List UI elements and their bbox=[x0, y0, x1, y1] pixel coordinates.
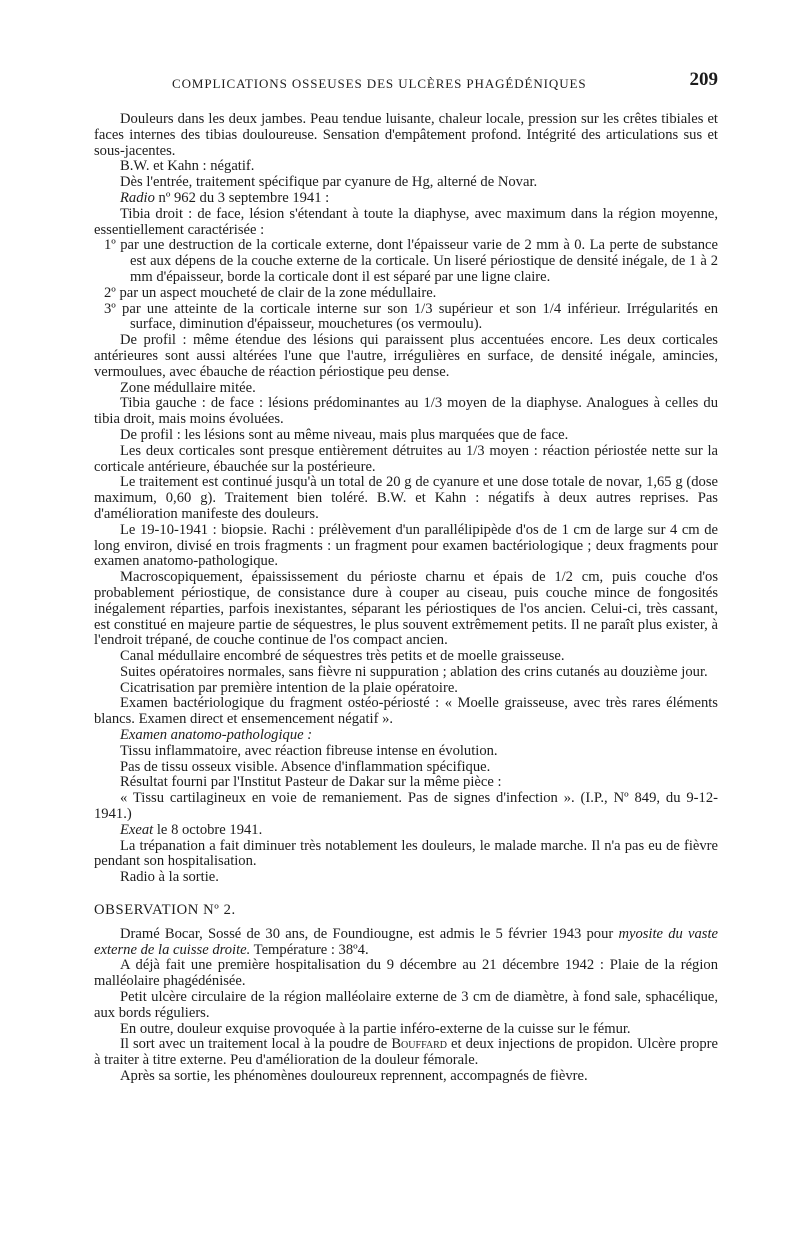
paragraph: Le traitement est continué jusqu'à un total de 20 g de cyanure et une dose totale de novar, 1,65 g (dose maximum, 0,60 g). Traitement bien toléré. B.W. et Kahn : négatifs à deux autres reprises. Pas d'amélioration manifeste des douleurs. bbox=[94, 474, 718, 522]
text-span: Dramé Bocar, Sossé de 30 ans, de Foundiougne, est admis le 5 février 1943 pour bbox=[120, 925, 619, 942]
paragraph: Après sa sortie, les phénomènes douloureux reprennent, accompagnés de fièvre. bbox=[120, 1068, 588, 1085]
exeat-date: le 8 octobre 1941. bbox=[153, 821, 263, 838]
paragraph: Dès l'entrée, traitement spécifique par cyanure de Hg, alterné de Novar. bbox=[120, 174, 538, 191]
page-header bbox=[120, 69, 718, 96]
paragraph: « Tissu cartilagineux en voie de remaniement. Pas de signes d'infection ». (I.P., Nº 849, du 9-12-1941.) bbox=[94, 790, 718, 823]
paragraph: Pas de tissu osseux visible. Absence d'inflammation spécifique. bbox=[120, 758, 491, 775]
paragraph: A déjà fait une première hospitalisation du 9 décembre au 21 décembre 1942 : Plaie de la région malléolaire phagédénisée. bbox=[94, 957, 718, 990]
paragraph: Tibia gauche : de face : lésions prédominantes au 1/3 moyen de la diaphyse. Analogues à celles du tibia droit, mais moins évoluées. bbox=[94, 395, 718, 428]
anatomo-heading: Examen anatomo-pathologique : bbox=[120, 727, 313, 744]
paragraph: En outre, douleur exquise provoquée à la partie inféro-externe de la cuisse sur le fémur. bbox=[120, 1020, 631, 1037]
paragraph bbox=[94, 1037, 718, 1069]
paragraph: De profil : les lésions sont au même niveau, mais plus marquées que de face. bbox=[120, 426, 569, 443]
list-item: 1º par une destruction de la corticale externe, dont l'épaisseur varie de 2 mm à 0. La perte de substance est aux dépens de la couche externe de la corticale. Un liseré périostique de densité inégale, de 1 à 2 mm d'épaisseur, borde la corticale dont il est séparé par une ligne claire. bbox=[104, 237, 718, 285]
text-span: Il sort avec un traitement local à la poudre de bbox=[120, 1036, 392, 1053]
author-name: Bouffard bbox=[391, 1036, 447, 1053]
paragraph: La trépanation a fait diminuer très notablement les douleurs, le malade marche. Il n'a pas eu de fièvre pendant son hospitalisation. bbox=[94, 837, 718, 870]
radio-reference: nº 962 du 3 septembre 1941 : bbox=[154, 189, 330, 206]
paragraph: Tibia droit : de face, lésion s'étendant à toute la diaphyse, avec maximum dans la région moyenne, essentiellement caractérisée : bbox=[94, 205, 718, 238]
running-title: COMPLICATIONS OSSEUSES DES ULCÈRES PHAGÉDÉNIQUES bbox=[172, 76, 587, 91]
diagnosis: myosite du vaste externe de la cuisse droite. bbox=[94, 925, 718, 958]
exeat-line bbox=[94, 823, 718, 839]
paragraph: Examen bactériologique du fragment ostéo-périosté : « Moelle graisseuse, avec très rares éléments blancs. Examen direct et ensemencement négatif ». bbox=[94, 695, 718, 728]
paragraph: Douleurs dans les deux jambes. Peau tendue luisante, chaleur locale, pression sur les crêtes tibiales et faces internes des tibias douloureuse. Sensation d'empâtement profond. Intégrité des articulations sus et sous-jacentes. bbox=[94, 111, 718, 159]
text-span: et deux injections de propidon. Ulcère propre à traiter à titre externe. Peu d'amélioration de la douleur fémorale. bbox=[94, 1036, 718, 1069]
page-body bbox=[94, 112, 718, 1085]
list-item: 2º par un aspect moucheté de clair de la zone médullaire. bbox=[104, 284, 437, 301]
observation-heading: OBSERVATION Nº 2. bbox=[94, 902, 236, 919]
paragraph: Les deux corticales sont presque entièrement détruites au 1/3 moyen : réaction périostée nette sur la corticale antérieure, ébauchée sur la postérieure. bbox=[94, 442, 718, 475]
page-number: 209 bbox=[689, 69, 718, 90]
paragraph: Canal médullaire encombré de séquestres très petits et de moelle graisseuse. bbox=[120, 648, 565, 665]
paragraph bbox=[94, 927, 718, 959]
paragraph: Tissu inflammatoire, avec réaction fibreuse intense en évolution. bbox=[120, 742, 498, 759]
list-item: 3º par une atteinte de la corticale interne sur son 1/3 supérieur et son 1/4 inférieur. Irrégularités en surface, diminution d'épaisseur, mouchetures (os vermoulu). bbox=[104, 300, 718, 333]
paragraph: De profil : même étendue des lésions qui paraissent plus accentuées encore. Les deux corticales antérieures sont aussi altérées l'une que l'autre, irrégulières en surface, de densité inégale, amincies, vermoulues, avec ébauche de réaction périostique peu dense. bbox=[94, 332, 718, 380]
paragraph: Zone médullaire mitée. bbox=[120, 379, 256, 396]
paragraph: Petit ulcère circulaire de la région malléolaire externe de 3 cm de diamètre, à fond sale, sphacélique, aux bords réguliers. bbox=[94, 989, 718, 1021]
text-span: Température : 38º4. bbox=[250, 941, 369, 958]
exeat-label: Exeat bbox=[120, 821, 154, 838]
section-gap bbox=[94, 886, 718, 903]
paragraph: Cicatrisation par première intention de la plaie opératoire. bbox=[120, 679, 458, 696]
paragraph: Le 19-10-1941 : biopsie. Rachi : prélèvement d'un parallélipipède d'os de 1 cm de large sur 4 cm de long environ, divisé en trois fragments : un fragment pour examen bactériologique ; deux fragments pour examen anatomo-pathologique. bbox=[94, 521, 718, 570]
paragraph: Résultat fourni par l'Institut Pasteur de Dakar sur la même pièce : bbox=[120, 774, 502, 791]
paragraph: B.W. et Kahn : négatif. bbox=[120, 158, 255, 175]
paragraph: Macroscopiquement, épaississement du périoste charnu et épais de 1/2 cm, puis couche d'os probablement périostique, de consistance dure à couper au ciseau, puis couche mince de fongosités inégalement réparties, parfois inexistantes, séparant les périostiques de l'os ancien. Celui-ci, très cassant, est constitué en majeure partie de séquestres, le plus souvent extrêmement petits. Il ne paraît plus exister, à l'endroit trépané, de couche continue de l'os compact ancien. bbox=[94, 569, 718, 649]
paragraph: Suites opératoires normales, sans fièvre ni suppuration ; ablation des crins cutanés au douzième jour. bbox=[120, 663, 708, 680]
radio-heading bbox=[94, 191, 718, 207]
paragraph: Radio à la sortie. bbox=[120, 869, 219, 886]
radio-label: Radio bbox=[120, 189, 155, 206]
section-label bbox=[94, 728, 718, 744]
